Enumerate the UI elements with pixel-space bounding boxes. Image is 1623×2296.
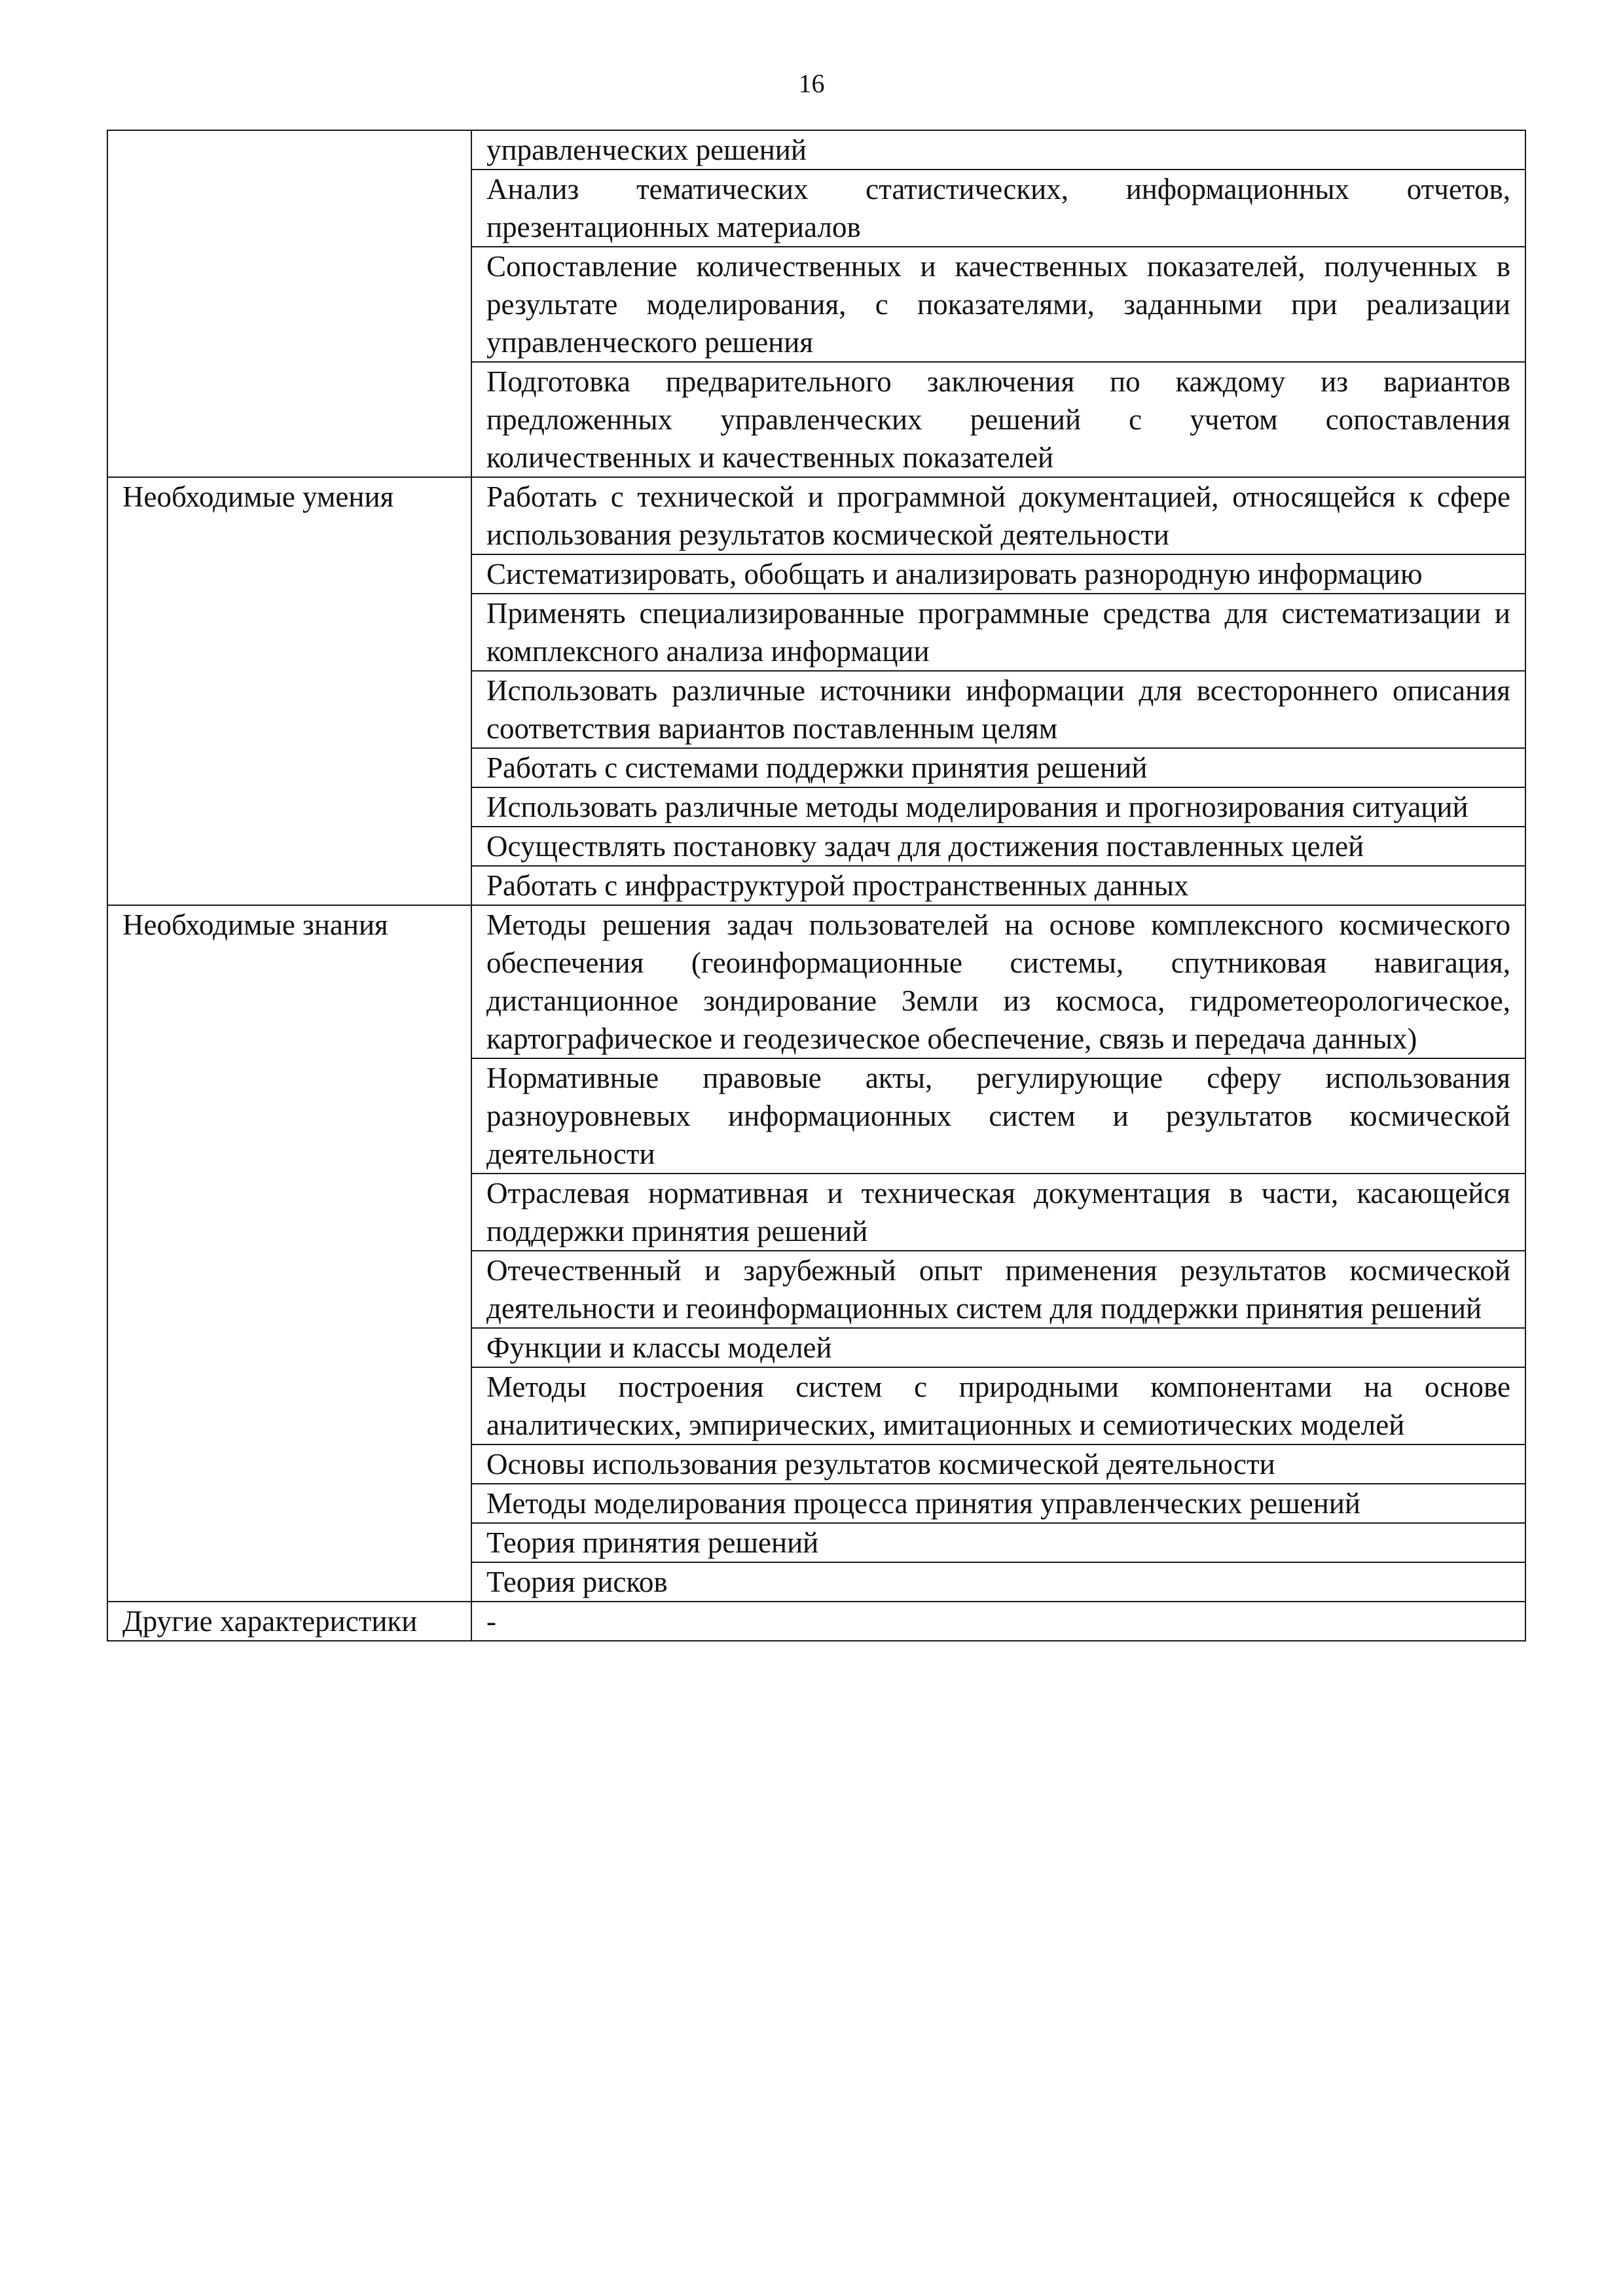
table-cell-item: Применять специализированные программные средства для систематизации и комплексного анализа информации bbox=[471, 594, 1525, 671]
table-cell-item: Методы построения систем с природными компонентами на основе аналитических, эмпирических, имитационных и семиотических моделей bbox=[471, 1367, 1525, 1444]
group-label-continued bbox=[107, 130, 471, 477]
table-cell-item: управленческих решений bbox=[471, 130, 1525, 170]
table-cell-item: Методы моделирования процесса принятия управленческих решений bbox=[471, 1484, 1525, 1523]
table-cell-item: - bbox=[471, 1602, 1525, 1641]
group-label-skills: Необходимые умения bbox=[107, 477, 471, 905]
table-cell-item: Работать с технической и программной документацией, относящейся к сфере использования результатов космической деятельности bbox=[471, 477, 1525, 554]
table-cell-item: Отраслевая нормативная и техническая документация в части, касающейся поддержки принятия решений bbox=[471, 1174, 1525, 1251]
table-cell-item: Работать с системами поддержки принятия решений bbox=[471, 748, 1525, 787]
page-number: 16 bbox=[798, 69, 825, 98]
table-cell-item: Методы решения задач пользователей на основе комплексного космического обеспечения (геоинформационные системы, спутниковая навигация, дистанционное зондирование Земли из космоса, гидрометеорологическое, картографическое и геодезическое обеспечение, связь и передача данных) bbox=[471, 905, 1525, 1058]
qualification-table bbox=[107, 130, 1526, 1641]
table-row bbox=[107, 477, 1525, 554]
table-cell-item: Теория рисков bbox=[471, 1562, 1525, 1602]
group-label-knowledge: Необходимые знания bbox=[107, 905, 471, 1602]
table-row bbox=[107, 130, 1525, 170]
table-cell-item: Основы использования результатов космической деятельности bbox=[471, 1444, 1525, 1484]
table-row bbox=[107, 905, 1525, 1058]
group-label-other: Другие характеристики bbox=[107, 1602, 471, 1641]
table-cell-item: Использовать различные источники информации для всестороннего описания соответствия вариантов поставленным целям bbox=[471, 671, 1525, 748]
table-cell-item: Систематизировать, обобщать и анализировать разнородную информацию bbox=[471, 554, 1525, 594]
table-body bbox=[107, 130, 1525, 1641]
table-cell-item: Использовать различные методы моделирования и прогнозирования ситуаций bbox=[471, 787, 1525, 827]
table-row bbox=[107, 1602, 1525, 1641]
table-cell-item: Теория принятия решений bbox=[471, 1523, 1525, 1562]
table-cell-item: Функции и классы моделей bbox=[471, 1328, 1525, 1367]
table-cell-item: Анализ тематических статистических, информационных отчетов, презентационных материалов bbox=[471, 170, 1525, 247]
table-cell-item: Отечественный и зарубежный опыт применения результатов космической деятельности и геоинформационных систем для поддержки принятия решений bbox=[471, 1251, 1525, 1328]
table-cell-item: Сопоставление количественных и качественных показателей, полученных в результате моделирования, с показателями, заданными при реализации управленческого решения bbox=[471, 247, 1525, 362]
table-cell-item: Работать с инфраструктурой пространственных данных bbox=[471, 866, 1525, 905]
table-cell-item: Осуществлять постановку задач для достижения поставленных целей bbox=[471, 827, 1525, 866]
table-cell-item: Подготовка предварительного заключения по каждому из вариантов предложенных управленческих решений с учетом сопоставления количественных и качественных показателей bbox=[471, 362, 1525, 477]
table-cell-item: Нормативные правовые акты, регулирующие сферу использования разноуровневых информационных систем и результатов космической деятельности bbox=[471, 1058, 1525, 1174]
